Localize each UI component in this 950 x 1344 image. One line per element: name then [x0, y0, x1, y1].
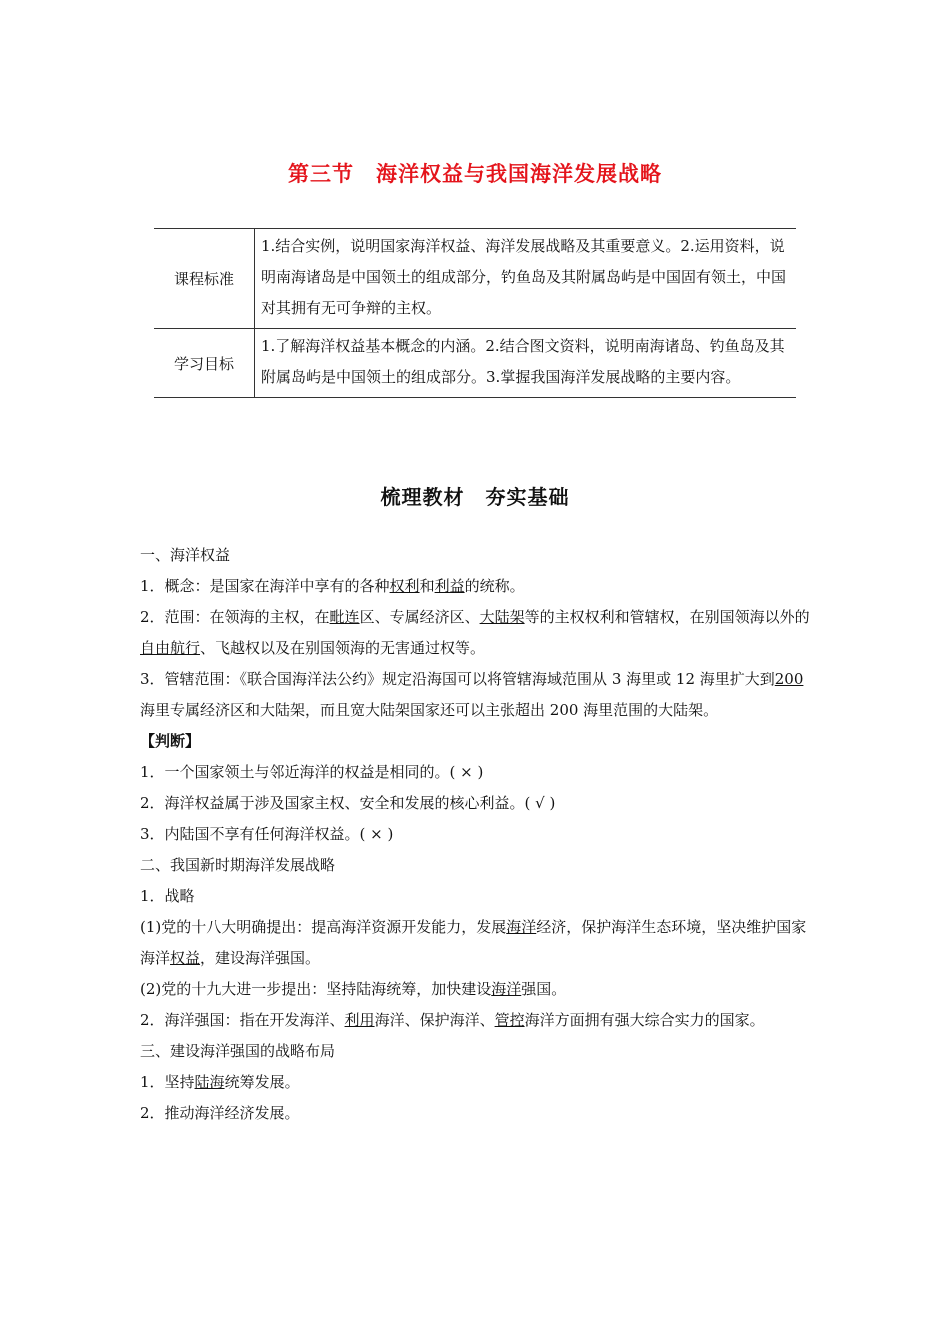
- text: (2)党的十九大进一步提出：坚持陆海统筹，加快建设: [140, 980, 492, 998]
- text: (1)党的十八大明确提出：提高海洋资源开发能力，发展: [140, 918, 507, 936]
- text: 的统称。: [464, 577, 525, 595]
- text: 区、专属经济区、: [359, 608, 480, 626]
- text: 海洋方面拥有强大综合实力的国家。: [524, 1011, 765, 1029]
- answer-blank: 毗连: [329, 608, 360, 626]
- answer-blank: 利益: [434, 577, 465, 595]
- judge-item: 3．内陆国不享有任何海洋权益。( × ): [140, 825, 394, 843]
- body-text: [140, 540, 812, 1129]
- answer-blank: 自由航行: [140, 639, 201, 657]
- heading-layout: 三、建设海洋强国的战略布局: [140, 1042, 336, 1060]
- text: 3．管辖范围：《联合国海洋法公约》规定沿海国可以将管辖海域范围从 3 海里或 12 海里扩大到: [140, 670, 775, 688]
- standards-table: [154, 228, 796, 398]
- text: 2．海洋强国：指在开发海洋、: [140, 1011, 345, 1029]
- text: 、飞越权以及在别国领海的无害通过权等。: [200, 639, 486, 657]
- text: 海洋、保护海洋、: [374, 1011, 495, 1029]
- answer-blank: 大陆架: [479, 608, 525, 626]
- answer-blank: 权利: [389, 577, 420, 595]
- judge-item: 1．一个国家领土与邻近海洋的权益是相同的。( × ): [140, 763, 484, 781]
- text: 1．概念：是国家在海洋中享有的各种: [140, 577, 390, 595]
- answer-blank: 海洋: [491, 980, 522, 998]
- text: 强国。: [521, 980, 567, 998]
- text: ，建设海洋强国。: [200, 949, 321, 967]
- paragraph-scope: [140, 602, 812, 664]
- heading-ocean-rights: 一、海洋权益: [140, 546, 231, 564]
- answer-blank: 管控: [494, 1011, 525, 1029]
- section-heading: 梳理教材 夯实基础: [380, 485, 570, 509]
- text: 1．坚持: [140, 1073, 195, 1091]
- table-row: [154, 229, 796, 329]
- answer-blank: 利用: [344, 1011, 375, 1029]
- paragraph-19th: [140, 974, 812, 1005]
- paragraph-18th: [140, 912, 812, 974]
- paragraph-land-sea: [140, 1067, 812, 1098]
- text: 统筹发展。: [224, 1073, 300, 1091]
- text: 和: [419, 577, 435, 595]
- text: 2．范围：在领海的主权，在: [140, 608, 330, 626]
- judge-heading: 【判断】: [140, 732, 201, 750]
- paragraph-concept: [140, 571, 812, 602]
- heading-strategy: 二、我国新时期海洋发展战略: [140, 856, 336, 874]
- text: 经济，保护海洋生态环境，坚决维护国家海洋: [140, 918, 807, 967]
- judge-item: 2．海洋权益属于涉及国家主权、安全和发展的核心利益。( √ ): [140, 794, 556, 812]
- paragraph-jurisdiction: [140, 664, 812, 726]
- answer-blank: 海洋: [506, 918, 537, 936]
- paragraph-maritime-power: [140, 1005, 812, 1036]
- paragraph-strategy: 1．战略: [140, 887, 195, 905]
- answer-blank: 权益: [170, 949, 201, 967]
- table-cell: 1.结合实例，说明国家海洋权益、海洋发展战略及其重要意义。2.运用资料，说明南海诸岛是中国领土的组成部分，钓鱼岛及其附属岛屿是中国固有领土，中国对其拥有无可争辩的主权。: [255, 229, 797, 329]
- table-cell: 1.了解海洋权益基本概念的内涵。2.结合图文资料，说明南海诸岛、钓鱼岛及其附属岛屿是中国领土的组成部分。3.掌握我国海洋发展战略的主要内容。: [255, 329, 797, 398]
- answer-blank: 200: [774, 670, 804, 688]
- paragraph-economy: 2．推动海洋经济发展。: [140, 1104, 300, 1122]
- table-row: [154, 329, 796, 398]
- page-title: 第三节 海洋权益与我国海洋发展战略: [288, 162, 662, 186]
- table-label: 课程标准: [154, 229, 255, 329]
- text: 海里专属经济区和大陆架，而且宽大陆架国家还可以主张超出 200 海里范围的大陆架。: [140, 701, 719, 719]
- table-label: 学习目标: [154, 329, 255, 398]
- text: 等的主权权利和管辖权，在别国领海以外的: [524, 608, 810, 626]
- answer-blank: 陆海: [194, 1073, 225, 1091]
